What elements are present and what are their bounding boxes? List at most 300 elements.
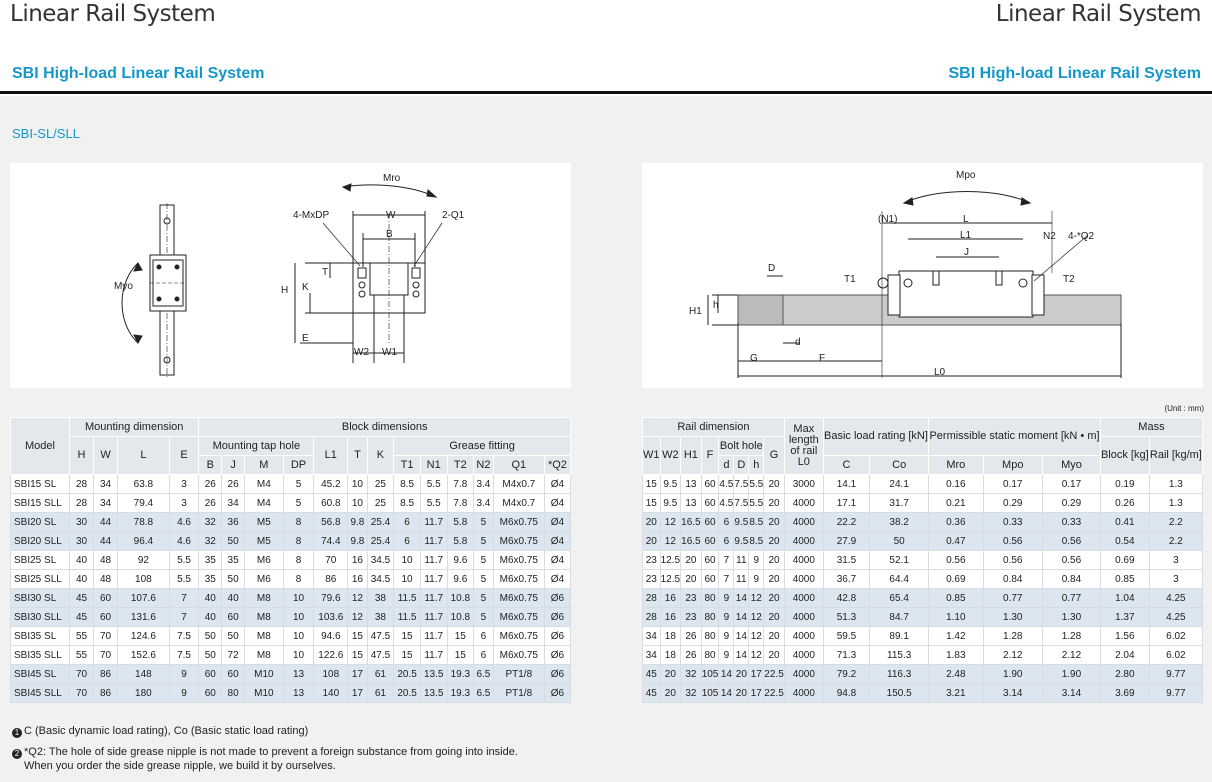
table-cell: SBI35 SLL <box>11 646 70 665</box>
table-cell: 52.1 <box>870 551 929 570</box>
table-cell: 14 <box>734 627 749 646</box>
table-cell: 5 <box>474 589 494 608</box>
table-cell: 4000 <box>784 551 823 570</box>
table-cell: 1.90 <box>983 665 1043 684</box>
table-cell: 150.5 <box>870 684 929 703</box>
table-cell: 56.8 <box>314 513 348 532</box>
table-cell: 4000 <box>784 684 823 703</box>
table-cell: 12 <box>348 608 367 627</box>
table-cell: 131.6 <box>118 608 170 627</box>
table-cell: 16 <box>660 608 681 627</box>
label-h: H <box>281 285 289 296</box>
table-cell: SBI35 SL <box>11 627 70 646</box>
note-2-text: *Q2: The hole of side grease nipple is not made to prevent a foreign substance from going into inside. <box>24 746 518 758</box>
header-block-dimensions: Block dimensions <box>199 418 571 437</box>
table-cell: 20 <box>681 570 702 589</box>
table-cell: 6.02 <box>1149 627 1202 646</box>
table-cell: 45.2 <box>314 475 348 494</box>
table-cell: 17 <box>749 665 764 684</box>
table-cell: 5 <box>283 494 314 513</box>
table-cell: 78.8 <box>118 513 170 532</box>
table-cell: 6 <box>474 646 494 665</box>
table-cell: M10 <box>245 684 284 703</box>
table-cell: 71.3 <box>823 646 869 665</box>
table-cell: 20 <box>764 475 785 494</box>
table-cell: 0.47 <box>929 532 983 551</box>
header-model: Model <box>11 418 70 475</box>
table-cell: 9 <box>719 589 734 608</box>
table-cell: 5 <box>474 570 494 589</box>
table-cell: Ø6 <box>544 684 570 703</box>
label-g: G <box>750 353 758 364</box>
table-cell: 38.2 <box>870 513 929 532</box>
table-row <box>11 627 571 646</box>
table-cell: 20 <box>643 532 661 551</box>
table-cell: 0.17 <box>1043 475 1101 494</box>
col-mpo: Mpo <box>983 456 1043 475</box>
table-cell: 4.25 <box>1149 589 1202 608</box>
table-cell: 0.29 <box>1043 494 1101 513</box>
table-cell: 1.30 <box>1043 608 1101 627</box>
table-cell: SBI15 SLL <box>11 494 70 513</box>
col-c: C <box>823 456 869 475</box>
col-j: J <box>222 456 245 475</box>
table-cell: 60 <box>222 608 245 627</box>
table-cell: 9 <box>749 570 764 589</box>
table-cell: 22.5 <box>764 665 785 684</box>
subtitle-right: SBI High-load Linear Rail System <box>948 65 1201 82</box>
table-cell: 12 <box>749 646 764 665</box>
header-basic-load-rating: Basic load rating [kN] <box>823 418 928 456</box>
table-row <box>11 646 571 665</box>
table-cell: M6x0.75 <box>493 627 544 646</box>
table-cell: 32 <box>199 513 222 532</box>
table-cell: 0.56 <box>929 551 983 570</box>
label-mpo: Mpo <box>956 170 976 181</box>
table-cell: 4.25 <box>1149 608 1202 627</box>
table-row <box>643 532 1203 551</box>
col-b: B <box>199 456 222 475</box>
table-cell: 11.7 <box>420 627 447 646</box>
label-b: B <box>386 229 393 240</box>
table-cell: 31.5 <box>823 551 869 570</box>
table-cell: 2.04 <box>1100 646 1149 665</box>
table-cell: 8 <box>283 513 314 532</box>
table-cell: 0.84 <box>983 570 1043 589</box>
table-cell: 20 <box>764 551 785 570</box>
table-cell: 9 <box>719 646 734 665</box>
table-cell: M6 <box>245 570 284 589</box>
page-title-right: Linear Rail System <box>995 1 1201 27</box>
table-cell: 32 <box>199 532 222 551</box>
col-w2: W2 <box>660 437 681 475</box>
table-cell: 108 <box>314 665 348 684</box>
table-cell: 10 <box>394 551 421 570</box>
header-permissible-static-moment: Permissible static moment [kN • m] <box>929 418 1101 456</box>
table-cell: M6x0.75 <box>493 646 544 665</box>
table-cell: Ø4 <box>544 494 570 513</box>
table-cell: 28 <box>643 589 661 608</box>
table-row <box>11 475 571 494</box>
table-cell: 34.5 <box>367 570 394 589</box>
table-row <box>11 684 571 703</box>
note-2 <box>12 745 518 759</box>
table-cell: 60 <box>701 513 719 532</box>
block-table-body <box>11 475 571 703</box>
table-cell: 0.54 <box>1100 532 1149 551</box>
table-cell: 10 <box>348 475 367 494</box>
table-cell: 16.5 <box>681 513 702 532</box>
header-rail-dimension: Rail dimension <box>643 418 785 437</box>
table-cell: 89.1 <box>870 627 929 646</box>
header-mounting-dimension: Mounting dimension <box>70 418 199 437</box>
subtitle-left: SBI High-load Linear Rail System <box>12 65 265 82</box>
table-cell: 14 <box>719 684 734 703</box>
table-cell: 11.7 <box>420 513 447 532</box>
table-cell: 3.4 <box>474 475 494 494</box>
table-cell: 20 <box>734 684 749 703</box>
table-cell: 0.33 <box>983 513 1043 532</box>
table-cell: 40 <box>70 570 94 589</box>
table-cell: 40 <box>222 589 245 608</box>
table-cell: 61 <box>367 684 394 703</box>
table-cell: 7.8 <box>447 475 474 494</box>
table-cell: SBI45 SL <box>11 665 70 684</box>
label-n2: N2 <box>1043 231 1056 242</box>
table-cell: 15 <box>447 646 474 665</box>
table-cell: 30 <box>70 513 94 532</box>
table-cell: 9 <box>719 608 734 627</box>
col-dd: D <box>734 456 749 475</box>
table-cell: 80 <box>701 589 719 608</box>
col-dp: DP <box>283 456 314 475</box>
table-cell: 60 <box>199 665 222 684</box>
table-row <box>11 665 571 684</box>
table-cell: 60 <box>222 665 245 684</box>
table-cell: 28 <box>643 608 661 627</box>
table-cell: Ø6 <box>544 627 570 646</box>
table-cell: 13 <box>283 684 314 703</box>
table-cell: M10 <box>245 665 284 684</box>
table-cell: 0.84 <box>1043 570 1101 589</box>
table-cell: 5.5 <box>169 551 199 570</box>
table-cell: 12.5 <box>660 570 681 589</box>
table-row <box>643 494 1203 513</box>
table-cell: 10 <box>283 627 314 646</box>
table-cell: SBI25 SLL <box>11 570 70 589</box>
note-1-number: 1 <box>12 728 22 738</box>
table-cell: 15 <box>643 494 661 513</box>
label-l: L <box>963 214 969 225</box>
table-cell: 20 <box>764 608 785 627</box>
table-cell: 40 <box>70 551 94 570</box>
table-cell: 5 <box>474 551 494 570</box>
col-n2: N2 <box>474 456 494 475</box>
table-cell: M4x0.7 <box>493 475 544 494</box>
table-cell: 60 <box>701 494 719 513</box>
table-cell: 5 <box>474 513 494 532</box>
table-cell: 13 <box>283 665 314 684</box>
table-cell: 18 <box>660 627 681 646</box>
note-1-text: C (Basic dynamic load rating), Co (Basic static load rating) <box>24 725 309 737</box>
table-cell: 34 <box>643 646 661 665</box>
table-cell: 3000 <box>784 475 823 494</box>
table-cell: 3.14 <box>983 684 1043 703</box>
table-cell: 0.41 <box>1100 513 1149 532</box>
table-cell: 13.5 <box>420 665 447 684</box>
col-m: M <box>245 456 284 475</box>
table-cell: 1.28 <box>983 627 1043 646</box>
table-cell: 13.5 <box>420 684 447 703</box>
table-cell: 3 <box>1149 551 1202 570</box>
col-l1: L1 <box>314 437 348 475</box>
table-cell: 3.14 <box>1043 684 1101 703</box>
table-row <box>11 608 571 627</box>
table-cell: 5.8 <box>447 513 474 532</box>
label-mxdp: 4-MxDP <box>293 210 330 221</box>
table-cell: 0.16 <box>929 475 983 494</box>
table-cell: 122.6 <box>314 646 348 665</box>
table-cell: 2.12 <box>1043 646 1101 665</box>
table-cell: M8 <box>245 646 284 665</box>
table-cell: 86 <box>94 684 118 703</box>
table-cell: 20 <box>764 494 785 513</box>
table-cell: 4.5 <box>719 475 734 494</box>
table-cell: 4000 <box>784 627 823 646</box>
table-cell: 3.69 <box>1100 684 1149 703</box>
table-cell: 124.6 <box>118 627 170 646</box>
table-cell: 14 <box>734 646 749 665</box>
table-cell: 20 <box>643 513 661 532</box>
table-cell: 15 <box>394 627 421 646</box>
table-cell: 0.33 <box>1043 513 1101 532</box>
table-cell: Ø4 <box>544 551 570 570</box>
col-g: G <box>764 437 785 475</box>
table-cell: M8 <box>245 589 284 608</box>
table-cell: 23 <box>681 608 702 627</box>
table-cell: 3 <box>169 494 199 513</box>
table-row <box>643 684 1203 703</box>
table-cell: 20 <box>764 627 785 646</box>
table-cell: 8 <box>283 532 314 551</box>
table-cell: 70 <box>314 551 348 570</box>
table-cell: 11 <box>734 551 749 570</box>
table-cell: M6x0.75 <box>493 570 544 589</box>
table-row <box>643 608 1203 627</box>
col-q2: *Q2 <box>544 456 570 475</box>
table-cell: Ø4 <box>544 532 570 551</box>
table-cell: 60 <box>94 589 118 608</box>
table-cell: 22.5 <box>764 684 785 703</box>
rail-table-body <box>643 475 1203 703</box>
table-cell: 60.8 <box>314 494 348 513</box>
table-cell: 0.85 <box>929 589 983 608</box>
table-cell: 1.37 <box>1100 608 1149 627</box>
table-cell: 9.77 <box>1149 684 1202 703</box>
label-w1: W1 <box>382 347 397 358</box>
table-row <box>11 551 571 570</box>
table-cell: 20 <box>660 665 681 684</box>
table-cell: 45 <box>643 684 661 703</box>
table-cell: 17.1 <box>823 494 869 513</box>
table-cell: 8.5 <box>394 475 421 494</box>
table-cell: 1.04 <box>1100 589 1149 608</box>
rail-load-table <box>642 417 1203 703</box>
table-cell: 80 <box>222 684 245 703</box>
table-cell: Ø6 <box>544 665 570 684</box>
table-cell: 15 <box>348 627 367 646</box>
block-drawing-svg <box>10 163 571 388</box>
table-cell: 2.2 <box>1149 532 1202 551</box>
table-cell: 11.7 <box>420 589 447 608</box>
table-row <box>643 589 1203 608</box>
table-cell: 31.7 <box>870 494 929 513</box>
table-cell: 7.5 <box>169 646 199 665</box>
table-cell: SBI30 SL <box>11 589 70 608</box>
table-cell: 17 <box>348 665 367 684</box>
table-cell: 79.4 <box>118 494 170 513</box>
table-cell: 63.8 <box>118 475 170 494</box>
table-cell: 9 <box>719 627 734 646</box>
table-cell: 60 <box>701 532 719 551</box>
table-cell: 16 <box>348 570 367 589</box>
table-cell: M6x0.75 <box>493 532 544 551</box>
table-cell: 5.5 <box>169 570 199 589</box>
table-cell: 9.8 <box>348 513 367 532</box>
page-title-left: Linear Rail System <box>10 1 216 27</box>
table-cell: 26 <box>199 494 222 513</box>
block-dimension-table <box>10 417 571 703</box>
col-q1: Q1 <box>493 456 544 475</box>
table-cell: 23 <box>681 589 702 608</box>
table-cell: 50 <box>222 532 245 551</box>
table-cell: 28 <box>70 494 94 513</box>
table-cell: 2.80 <box>1100 665 1149 684</box>
table-cell: 14 <box>734 589 749 608</box>
table-cell: 4000 <box>784 665 823 684</box>
table-cell: 13 <box>681 475 702 494</box>
col-myo: Myo <box>1043 456 1101 475</box>
table-cell: 72 <box>222 646 245 665</box>
table-cell: 20 <box>681 551 702 570</box>
table-cell: M8 <box>245 627 284 646</box>
table-cell: 9.5 <box>660 475 681 494</box>
table-cell: 0.69 <box>929 570 983 589</box>
table-cell: 16.5 <box>681 532 702 551</box>
col-w: W <box>94 437 118 475</box>
label-e: E <box>302 333 309 344</box>
table-cell: M5 <box>245 532 284 551</box>
table-cell: 10 <box>283 646 314 665</box>
table-cell: 4000 <box>784 608 823 627</box>
label-t2: T2 <box>1063 274 1075 285</box>
table-cell: 34 <box>643 627 661 646</box>
table-cell: 5.5 <box>420 475 447 494</box>
col-n1: N1 <box>420 456 447 475</box>
table-cell: 3.4 <box>474 494 494 513</box>
unit-label: (Unit : mm) <box>1164 404 1204 413</box>
table-cell: 61 <box>367 665 394 684</box>
table-cell: 48 <box>94 551 118 570</box>
table-cell: M6x0.75 <box>493 551 544 570</box>
table-cell: 94.6 <box>314 627 348 646</box>
table-cell: 60 <box>701 475 719 494</box>
table-cell: 14 <box>734 608 749 627</box>
col-t1: T1 <box>394 456 421 475</box>
table-cell: 12 <box>348 589 367 608</box>
table-cell: 7.8 <box>447 494 474 513</box>
table-cell: 8.5 <box>749 532 764 551</box>
table-cell: 105 <box>701 665 719 684</box>
table-row <box>643 665 1203 684</box>
table-cell: 38 <box>367 608 394 627</box>
col-f: F <box>701 437 719 475</box>
table-cell: 6.02 <box>1149 646 1202 665</box>
table-cell: Ø6 <box>544 589 570 608</box>
table-cell: 60 <box>199 684 222 703</box>
table-cell: 42.8 <box>823 589 869 608</box>
label-mro: Mro <box>383 173 401 184</box>
table-cell: 103.6 <box>314 608 348 627</box>
table-cell: 22.2 <box>823 513 869 532</box>
table-cell: 9.6 <box>447 551 474 570</box>
table-cell: 16 <box>660 589 681 608</box>
table-cell: 4.6 <box>169 532 199 551</box>
table-cell: 152.6 <box>118 646 170 665</box>
table-cell: 7 <box>169 608 199 627</box>
label-j: J <box>964 247 969 258</box>
table-row <box>643 570 1203 589</box>
table-cell: 16 <box>348 551 367 570</box>
table-cell: 55 <box>70 646 94 665</box>
col-l: L <box>118 437 170 475</box>
table-cell: 4.5 <box>719 494 734 513</box>
table-cell: M6x0.75 <box>493 589 544 608</box>
table-cell: 47.5 <box>367 646 394 665</box>
table-row <box>643 627 1203 646</box>
table-cell: 25.4 <box>367 513 394 532</box>
table-cell: 0.69 <box>1100 551 1149 570</box>
table-cell: 9 <box>169 684 199 703</box>
label-l0: L0 <box>934 367 946 378</box>
table-cell: 65.4 <box>870 589 929 608</box>
table-cell: 108 <box>118 570 170 589</box>
table-cell: 12 <box>660 513 681 532</box>
label-d-big: D <box>768 263 776 274</box>
table-cell: 9.5 <box>734 532 749 551</box>
table-cell: 8 <box>283 570 314 589</box>
table-cell: Ø4 <box>544 475 570 494</box>
table-cell: M4 <box>245 494 284 513</box>
table-cell: 1.3 <box>1149 494 1202 513</box>
table-cell: 84.7 <box>870 608 929 627</box>
table-cell: M8 <box>245 608 284 627</box>
table-cell: 20 <box>764 646 785 665</box>
table-cell: 8.5 <box>749 513 764 532</box>
table-cell: 10 <box>283 608 314 627</box>
table-cell: 10.8 <box>447 589 474 608</box>
table-cell: 60 <box>701 551 719 570</box>
table-cell: 11.5 <box>394 608 421 627</box>
table-cell: 94.8 <box>823 684 869 703</box>
table-cell: 3.21 <box>929 684 983 703</box>
table-cell: 1.28 <box>1043 627 1101 646</box>
label-k: K <box>302 282 309 293</box>
table-cell: M6x0.75 <box>493 608 544 627</box>
table-cell: 0.29 <box>983 494 1043 513</box>
table-cell: 105 <box>701 684 719 703</box>
table-cell: 80 <box>701 627 719 646</box>
